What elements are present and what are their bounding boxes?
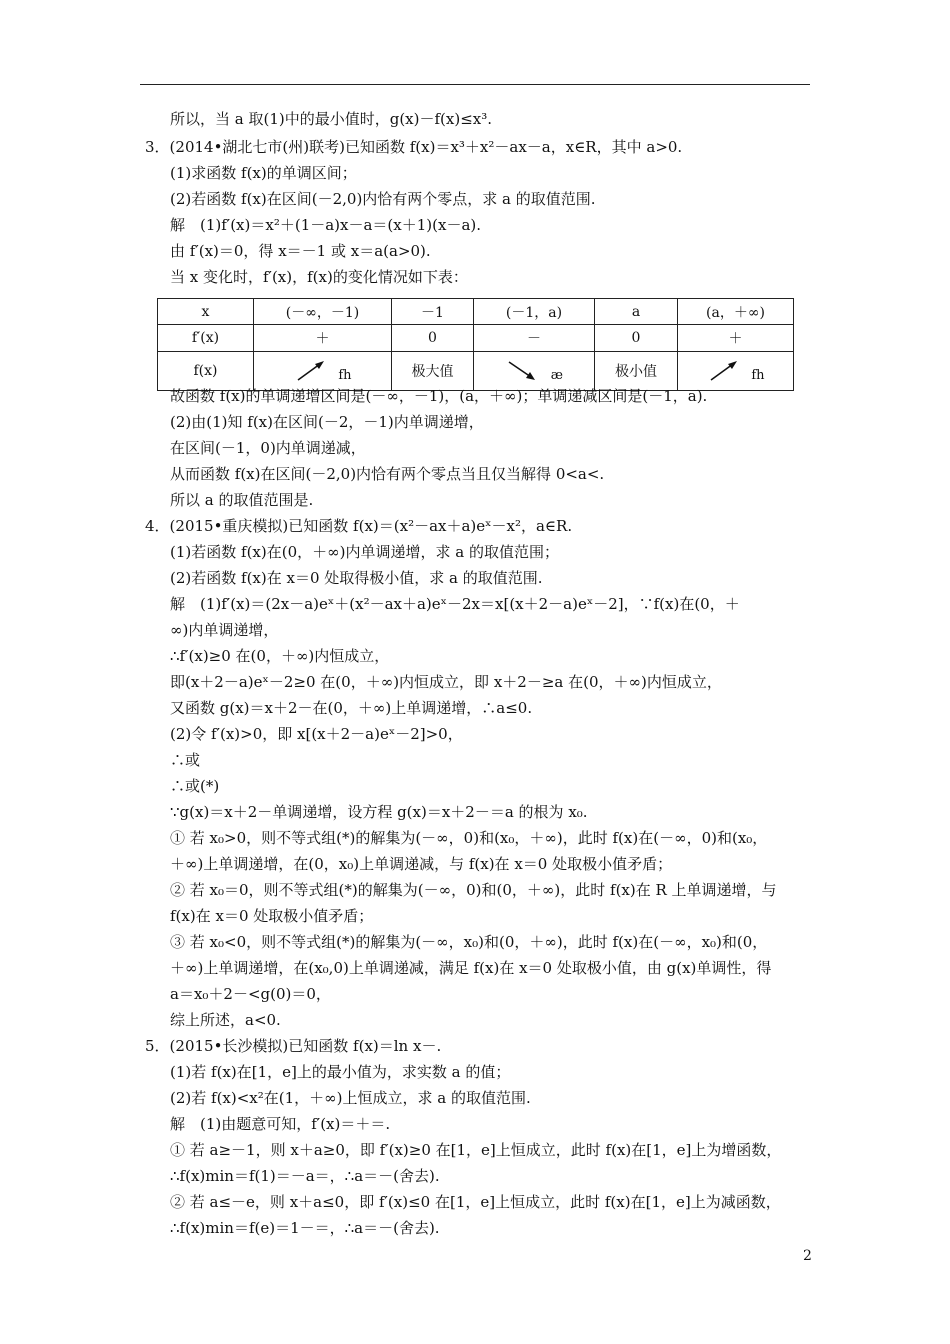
text-line: ∴f(x)min＝f(1)＝－a＝，∴a＝－(舍去). [170, 1167, 440, 1185]
text-line: ∞)内单调递增， [170, 621, 279, 639]
table-row [158, 325, 794, 352]
text-line: f(x)在 x＝0 处取极小值矛盾； [170, 907, 374, 925]
increasing-arrow-icon: fh [294, 359, 352, 383]
text-line: 解 (1)f′(x)＝x²＋(1－a)x－a＝(x＋1)(x－a). [170, 216, 482, 234]
text-line: 当 x 变化时，f′(x)，f(x)的变化情况如下表： [170, 268, 468, 286]
text-line: (2)若函数 f(x)在区间(－2,0)内恰有两个零点，求 a 的取值范围. [170, 190, 596, 208]
text-line: (2)若 f(x)<x²在(1，＋∞)上恒成立，求 a 的取值范围. [170, 1089, 531, 1107]
text-line: ＋∞)上单调递增，在(x₀,0)上单调递减，满足 f(x)在 x＝0 处取极小值，由 g(x)单调性，得 [170, 959, 772, 977]
table-cell: 极小值 [595, 352, 678, 391]
text-line: 故函数 f(x)的单调递增区间是(－∞，－1)，(a，＋∞)；单调递减区间是(－1，a). [170, 387, 708, 405]
text-line: ∴f′(x)≥0 在(0，＋∞)内恒成立， [170, 647, 390, 665]
text-line: 又函数 g(x)＝x＋2－在(0，＋∞)上单调递增，∴a≤0. [170, 699, 533, 717]
table-cell: ＋ [678, 325, 794, 352]
table-cell: 0 [595, 325, 678, 352]
variation-table [157, 298, 794, 391]
text-line: (1)若函数 f(x)在(0，＋∞)内单调递增，求 a 的取值范围； [170, 543, 559, 561]
text-line: ∴f(x)min＝f(e)＝1－＝，∴a＝－(舍去). [170, 1219, 440, 1237]
header-rule [140, 84, 810, 85]
text-line: 解 (1)由题意可知，f′(x)＝＋＝. [170, 1115, 391, 1133]
text-line: 从而函数 f(x)在区间(－2,0)内恰有两个零点当且仅当解得 0<a<. [170, 465, 605, 483]
text-line: 解 (1)f′(x)＝(2x－a)eˣ＋(x²－ax＋a)eˣ－2x＝x[(x＋2－a)eˣ－2]，∵f(x)在(0，＋ [170, 595, 740, 613]
table-cell: (a，＋∞) [678, 299, 794, 325]
text-line: (1)若 f(x)在[1，e]上的最小值为，求实数 a 的值； [170, 1063, 511, 1081]
text-line: ① 若 x₀>0，则不等式组(*)的解集为(－∞，0)和(x₀，＋∞)，此时 f(x)在(－∞，0)和(x₀， [170, 829, 768, 847]
table-cell: 0 [392, 325, 474, 352]
text-line: 5．(2015•长沙模拟)已知函数 f(x)＝ln x－. [145, 1037, 442, 1055]
page-number: 2 [803, 1248, 812, 1264]
table-row [158, 352, 794, 391]
table-cell: 极大值 [392, 352, 474, 391]
table-cell: ＋ [254, 325, 392, 352]
table-cell [678, 352, 794, 391]
decreasing-arrow-icon: æ [505, 359, 563, 383]
text-line: 由 f′(x)＝0，得 x＝－1 或 x＝a(a>0). [170, 242, 431, 260]
table-cell: f′(x) [158, 325, 254, 352]
text-line: (1)求函数 f(x)的单调区间； [170, 164, 357, 182]
increasing-arrow-icon: fh [707, 359, 765, 383]
text-line: (2)若函数 f(x)在 x＝0 处取得极小值，求 a 的取值范围. [170, 569, 543, 587]
table-cell [474, 352, 595, 391]
table-cell: － [474, 325, 595, 352]
table-cell: －1 [392, 299, 474, 325]
text-line: ② 若 x₀＝0，则不等式组(*)的解集为(－∞，0)和(0，＋∞)，此时 f(x)在 R 上单调递增，与 [170, 881, 777, 899]
text-line: 3．(2014•湖北七市(州)联考)已知函数 f(x)＝x³＋x²－ax－a，x∈R，其中 a>0. [145, 138, 683, 156]
text-line: ∴或(*) [170, 777, 220, 795]
text-line: 所以 a 的取值范围是. [170, 491, 314, 509]
text-line: (2)由(1)知 f(x)在区间(－2，－1)内单调递增， [170, 413, 484, 431]
table-row [158, 299, 794, 325]
text-line: ＋∞)上单调递增，在(0，x₀)上单调递减，与 f(x)在 x＝0 处取极小值矛盾； [170, 855, 673, 873]
table-cell: a [595, 299, 678, 325]
text-line: ① 若 a≥－1，则 x＋a≥0，即 f′(x)≥0 在[1，e]上恒成立，此时 f(x)在[1，e]上为增函数， [170, 1141, 782, 1159]
text-line: 4．(2015•重庆模拟)已知函数 f(x)＝(x²－ax＋a)eˣ－x²，a∈R. [145, 517, 573, 535]
text-line: ② 若 a≤－e，则 x＋a≤0，即 f′(x)≤0 在[1，e]上恒成立，此时 f(x)在[1，e]上为减函数， [170, 1193, 781, 1211]
text-line: ∴或 [170, 751, 201, 769]
text-line: a＝x₀＋2－<g(0)＝0， [170, 985, 331, 1003]
table-cell: f(x) [158, 352, 254, 391]
text-line: 即(x＋2－a)eˣ－2≥0 在(0，＋∞)内恒成立，即 x＋2－≥a 在(0，＋∞)内恒成立， [170, 673, 722, 691]
text-line: 综上所述，a<0. [170, 1011, 281, 1029]
table-cell: x [158, 299, 254, 325]
table-cell: (－1，a) [474, 299, 595, 325]
text-line: ∵g(x)＝x＋2－单调递增，设方程 g(x)＝x＋2－＝a 的根为 x₀. [170, 803, 588, 821]
table-cell: (－∞，－1) [254, 299, 392, 325]
table-cell [254, 352, 392, 391]
text-line: (2)令 f′(x)>0，即 x[(x＋2－a)eˣ－2]>0， [170, 725, 463, 743]
text-line: ③ 若 x₀<0，则不等式组(*)的解集为(－∞，x₀)和(0，＋∞)，此时 f(x)在(－∞，x₀)和(0， [170, 933, 768, 951]
text-line: 所以，当 a 取(1)中的最小值时，g(x)－f(x)≤x³. [170, 110, 493, 128]
text-line: 在区间(－1，0)内单调递减， [170, 439, 366, 457]
